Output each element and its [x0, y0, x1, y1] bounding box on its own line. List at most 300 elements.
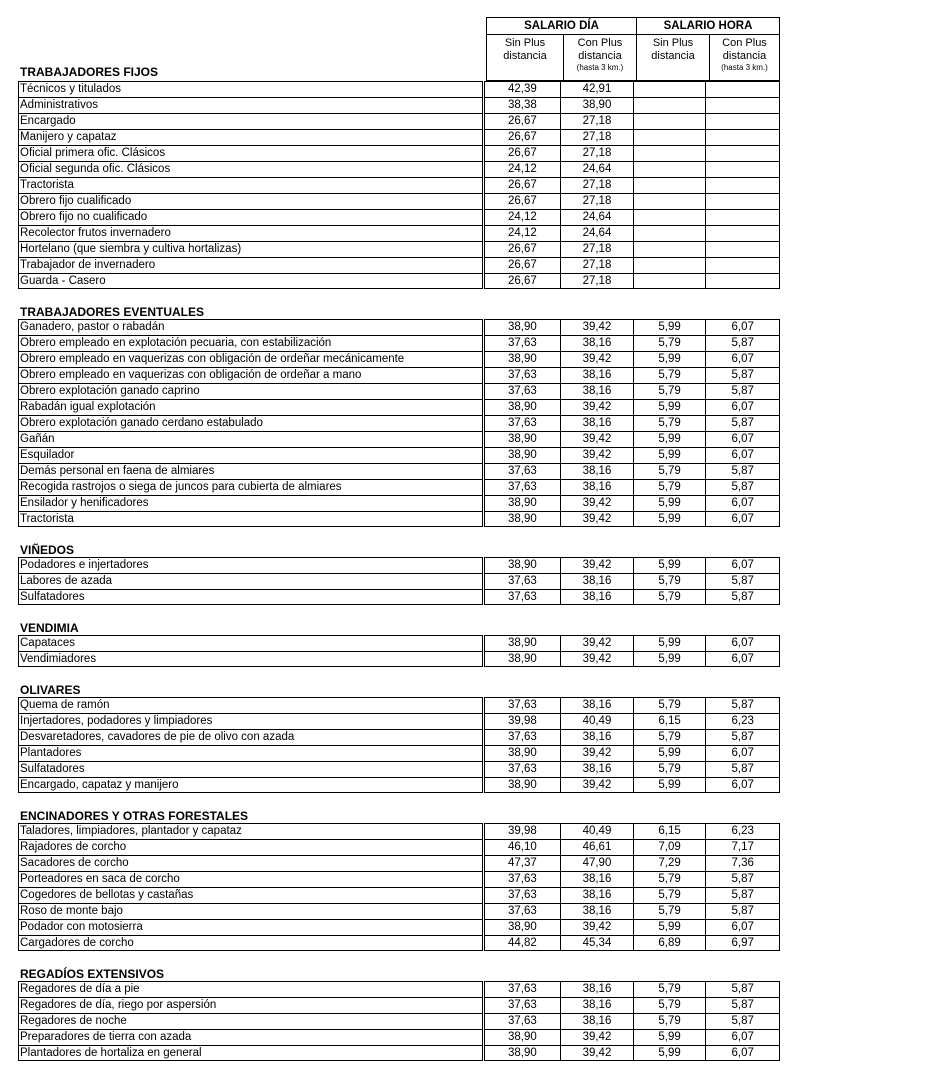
dia-con-plus-value: 38,16 [560, 697, 633, 713]
dia-con-plus-value: 27,18 [560, 273, 633, 289]
row-label: Sulfatadores [18, 761, 482, 777]
dia-sin-plus-value: 24,12 [484, 161, 561, 177]
dia-sin-plus-value: 37,63 [484, 589, 561, 605]
dia-con-plus-value: 27,18 [560, 257, 633, 273]
table-row [18, 367, 780, 383]
dia-sin-plus-value: 37,63 [484, 573, 561, 589]
row-label: Obrero explotación ganado cerdano estabulado [18, 415, 482, 431]
table-row [18, 1013, 780, 1029]
row-label: Sulfatadores [18, 589, 482, 605]
table-row [18, 335, 780, 351]
dia-sin-plus-value: 37,63 [484, 697, 561, 713]
dia-sin-plus-value: 42,39 [484, 81, 561, 97]
dia-con-plus-value: 39,42 [560, 495, 633, 511]
hora-con-plus-value: 6,07 [705, 1045, 780, 1061]
dia-con-plus-value: 39,42 [560, 635, 633, 651]
table-row [18, 145, 780, 161]
table-row [18, 573, 780, 589]
table-row [18, 113, 780, 129]
dia-sin-plus-value: 37,63 [484, 761, 561, 777]
hora-con-plus-value: 5,87 [705, 697, 780, 713]
dia-con-plus-value: 38,16 [560, 981, 633, 997]
hora-sin-plus-value: 6,15 [633, 713, 706, 729]
hora-con-plus-value: 6,07 [705, 745, 780, 761]
table-row [18, 903, 780, 919]
section-title: OLIVARES [20, 683, 81, 697]
row-label: Vendimiadores [18, 651, 482, 667]
table-row [18, 257, 780, 273]
dia-sin-plus-value: 37,63 [484, 479, 561, 495]
dia-con-plus-value: 38,16 [560, 589, 633, 605]
dia-sin-plus-value: 38,90 [484, 745, 561, 761]
hora-sin-plus-value: 5,99 [633, 651, 706, 667]
dia-sin-plus-value: 39,98 [484, 823, 561, 839]
hora-con-plus-value: 5,87 [705, 761, 780, 777]
row-label: Encargado, capataz y manijero [18, 777, 482, 793]
hora-con-plus-value: 5,87 [705, 463, 780, 479]
table-row [18, 777, 780, 793]
dia-sin-plus-value: 38,90 [484, 319, 561, 335]
dia-con-plus-header [563, 34, 637, 81]
hora-con-plus-value: 6,07 [705, 351, 780, 367]
hora-con-plus-value: 6,07 [705, 319, 780, 335]
dia-sin-plus-value: 39,98 [484, 713, 561, 729]
hora-con-plus-value: 6,07 [705, 651, 780, 667]
dia-sin-plus-value: 38,90 [484, 557, 561, 573]
hora-con-plus-value [705, 241, 780, 257]
dia-con-plus-value: 27,18 [560, 241, 633, 257]
hora-sin-plus-value [633, 129, 706, 145]
table-row [18, 919, 780, 935]
hora-con-plus-value [705, 113, 780, 129]
dia-con-plus-value: 38,16 [560, 367, 633, 383]
hora-sin-plus-value: 6,89 [633, 935, 706, 951]
dia-con-plus-value: 27,18 [560, 129, 633, 145]
dia-sin-plus-header [486, 34, 564, 81]
dia-con-plus-value: 42,91 [560, 81, 633, 97]
table-row [18, 273, 780, 289]
table-row [18, 1045, 780, 1061]
dia-con-plus-value: 39,42 [560, 745, 633, 761]
row-label: Plantadores [18, 745, 482, 761]
hora-con-plus-value: 7,36 [705, 855, 780, 871]
dia-sin-plus-value: 37,63 [484, 997, 561, 1013]
row-label: Labores de azada [18, 573, 482, 589]
hora-con-plus-value: 5,87 [705, 383, 780, 399]
hora-sin-plus-value [633, 97, 706, 113]
hora-sin-plus-header [636, 34, 710, 81]
dia-sin-plus-value: 26,67 [484, 113, 561, 129]
table-row [18, 935, 780, 951]
row-label: Ganadero, pastor o rabadán [18, 319, 482, 335]
hora-sin-plus-value: 5,79 [633, 463, 706, 479]
hora-con-plus-value: 5,87 [705, 367, 780, 383]
salario-dia-header: SALARIO DÍA [486, 17, 637, 35]
row-label: Recogida rastrojos o siega de juncos para cubierta de almiares [18, 479, 482, 495]
row-label: Trabajador de invernadero [18, 257, 482, 273]
dia-con-plus-value: 39,42 [560, 777, 633, 793]
dia-sin-plus-value: 38,90 [484, 447, 561, 463]
row-label: Obrero empleado en vaquerizas con obligación de ordeñar a mano [18, 367, 482, 383]
row-label: Podadores e injertadores [18, 557, 482, 573]
row-label: Regadores de noche [18, 1013, 482, 1029]
hora-con-plus-value: 5,87 [705, 573, 780, 589]
hora-sin-plus-value: 5,79 [633, 383, 706, 399]
hora-sin-plus-label: Sin Plus distancia [651, 37, 695, 62]
hora-sin-plus-value [633, 209, 706, 225]
hora-con-plus-value: 5,87 [705, 729, 780, 745]
dia-con-plus-value: 39,42 [560, 651, 633, 667]
hora-con-plus-value: 5,87 [705, 887, 780, 903]
hora-sin-plus-value: 5,99 [633, 447, 706, 463]
dia-sin-plus-value: 38,90 [484, 777, 561, 793]
row-label: Preparadores de tierra con azada [18, 1029, 482, 1045]
hora-sin-plus-value: 5,79 [633, 729, 706, 745]
dia-sin-plus-value: 38,90 [484, 919, 561, 935]
hora-sin-plus-value: 5,79 [633, 1013, 706, 1029]
table-row [18, 399, 780, 415]
hora-con-plus-value: 5,87 [705, 981, 780, 997]
row-label: Sacadores de corcho [18, 855, 482, 871]
dia-sin-plus-value: 38,90 [484, 635, 561, 651]
hora-con-plus-value: 6,07 [705, 919, 780, 935]
dia-con-plus-value: 38,16 [560, 415, 633, 431]
dia-sin-plus-value: 46,10 [484, 839, 561, 855]
dia-con-plus-value: 47,90 [560, 855, 633, 871]
salario-hora-header: SALARIO HORA [636, 17, 780, 35]
dia-con-plus-value: 38,16 [560, 903, 633, 919]
table-section [18, 81, 780, 289]
dia-con-plus-value: 27,18 [560, 145, 633, 161]
table-row [18, 713, 780, 729]
hora-con-plus-value: 6,07 [705, 635, 780, 651]
hora-sin-plus-value: 5,99 [633, 919, 706, 935]
row-label: Ensilador y henificadores [18, 495, 482, 511]
row-label: Demás personal en faena de almiares [18, 463, 482, 479]
table-body [18, 81, 780, 1061]
table-row [18, 209, 780, 225]
dia-con-plus-value: 27,18 [560, 193, 633, 209]
hora-con-plus-value [705, 177, 780, 193]
hora-con-plus-value [705, 81, 780, 97]
dia-sin-plus-value: 37,63 [484, 367, 561, 383]
hora-sin-plus-value: 7,09 [633, 839, 706, 855]
hora-sin-plus-value: 5,79 [633, 573, 706, 589]
hora-con-plus-value: 6,23 [705, 823, 780, 839]
table-row [18, 635, 780, 651]
row-label: Rabadán igual explotación [18, 399, 482, 415]
row-label: Gañán [18, 431, 482, 447]
hora-sin-plus-value: 5,99 [633, 1045, 706, 1061]
dia-sin-plus-value: 37,63 [484, 887, 561, 903]
hora-sin-plus-value [633, 81, 706, 97]
hora-con-plus-value: 6,97 [705, 935, 780, 951]
hora-sin-plus-value: 5,79 [633, 697, 706, 713]
dia-con-plus-value: 39,42 [560, 919, 633, 935]
dia-con-plus-value: 27,18 [560, 177, 633, 193]
hora-sin-plus-value: 5,99 [633, 351, 706, 367]
table-row [18, 823, 780, 839]
dia-con-plus-value: 39,42 [560, 447, 633, 463]
hora-con-plus-value: 6,07 [705, 557, 780, 573]
row-label: Oficial primera ofic. Clásicos [18, 145, 482, 161]
table-row [18, 479, 780, 495]
hora-con-plus-value: 5,87 [705, 415, 780, 431]
dia-con-plus-value: 39,42 [560, 1045, 633, 1061]
hora-sin-plus-value: 5,99 [633, 745, 706, 761]
table-row [18, 351, 780, 367]
hora-con-plus-value [705, 97, 780, 113]
hora-con-plus-value [705, 209, 780, 225]
hora-sin-plus-value: 5,79 [633, 997, 706, 1013]
hora-con-plus-value: 5,87 [705, 589, 780, 605]
row-label: Tractorista [18, 511, 482, 527]
table-row [18, 557, 780, 573]
table-row [18, 511, 780, 527]
hora-sin-plus-value [633, 193, 706, 209]
hora-con-plus-value: 6,07 [705, 511, 780, 527]
hora-con-plus-value [705, 257, 780, 273]
hora-sin-plus-value: 5,79 [633, 871, 706, 887]
row-label: Hortelano (que siembra y cultiva hortalizas) [18, 241, 482, 257]
table-row [18, 589, 780, 605]
dia-sin-plus-value: 26,67 [484, 145, 561, 161]
row-label: Tractorista [18, 177, 482, 193]
hora-sin-plus-value: 5,79 [633, 887, 706, 903]
dia-con-plus-value: 39,42 [560, 1029, 633, 1045]
dia-sin-plus-value: 37,63 [484, 903, 561, 919]
dia-con-plus-value: 24,64 [560, 225, 633, 241]
row-label: Roso de monte bajo [18, 903, 482, 919]
dia-sin-plus-value: 38,90 [484, 399, 561, 415]
dia-sin-plus-value: 37,63 [484, 729, 561, 745]
row-label: Desvaretadores, cavadores de pie de olivo con azada [18, 729, 482, 745]
hora-sin-plus-value [633, 177, 706, 193]
table-section [18, 305, 780, 527]
dia-sin-plus-value: 38,38 [484, 97, 561, 113]
dia-sin-plus-value: 26,67 [484, 129, 561, 145]
dia-con-plus-value: 39,42 [560, 399, 633, 415]
table-row [18, 871, 780, 887]
hora-sin-plus-value: 5,79 [633, 761, 706, 777]
row-label: Esquilador [18, 447, 482, 463]
row-label: Manijero y capataz [18, 129, 482, 145]
table-row [18, 383, 780, 399]
hora-con-plus-header [709, 34, 780, 81]
hora-sin-plus-value: 5,99 [633, 495, 706, 511]
dia-con-plus-value: 39,42 [560, 557, 633, 573]
hora-sin-plus-value [633, 161, 706, 177]
table-row [18, 241, 780, 257]
row-label: Podador con motosierra [18, 919, 482, 935]
dia-sin-plus-value: 24,12 [484, 225, 561, 241]
dia-sin-plus-value: 37,63 [484, 383, 561, 399]
table-row [18, 855, 780, 871]
hora-con-plus-value: 5,87 [705, 335, 780, 351]
table-row [18, 225, 780, 241]
dia-sin-plus-value: 37,63 [484, 871, 561, 887]
hora-con-plus-value [705, 129, 780, 145]
section-title: VENDIMIA [20, 621, 79, 635]
section-title: VIÑEDOS [20, 543, 75, 557]
dia-sin-plus-value: 38,90 [484, 351, 561, 367]
dia-sin-plus-value: 37,63 [484, 415, 561, 431]
dia-con-plus-value: 38,16 [560, 463, 633, 479]
table-row [18, 81, 780, 97]
dia-con-plus-value: 46,61 [560, 839, 633, 855]
hora-con-plus-value: 6,07 [705, 777, 780, 793]
dia-con-plus-value: 38,16 [560, 383, 633, 399]
hora-con-plus-value: 5,87 [705, 479, 780, 495]
row-label: Obrero empleado en explotación pecuaria, con estabilización [18, 335, 482, 351]
dia-con-plus-value: 40,49 [560, 823, 633, 839]
table-row [18, 129, 780, 145]
salary-table-document [18, 17, 780, 1061]
dia-sin-plus-value: 37,63 [484, 981, 561, 997]
table-row [18, 887, 780, 903]
hora-con-plus-value: 6,07 [705, 447, 780, 463]
row-label: Cargadores de corcho [18, 935, 482, 951]
table-section [18, 809, 780, 951]
hora-sin-plus-value: 5,99 [633, 399, 706, 415]
hora-con-plus-value: 6,07 [705, 399, 780, 415]
dia-con-plus-value: 39,42 [560, 351, 633, 367]
row-label: Guarda - Casero [18, 273, 482, 289]
row-label: Taladores, limpiadores, plantador y capataz [18, 823, 482, 839]
section-title: TRABAJADORES FIJOS [20, 65, 159, 79]
hora-con-plus-value: 5,87 [705, 1013, 780, 1029]
hora-con-plus-value: 6,23 [705, 713, 780, 729]
row-label: Obrero explotación ganado caprino [18, 383, 482, 399]
dia-sin-plus-value: 26,67 [484, 193, 561, 209]
table-row [18, 729, 780, 745]
dia-sin-plus-value: 37,63 [484, 335, 561, 351]
dia-con-plus-value: 38,90 [560, 97, 633, 113]
dia-con-plus-value: 39,42 [560, 431, 633, 447]
table-section [18, 683, 780, 793]
dia-sin-plus-label: Sin Plus distancia [503, 37, 547, 62]
hora-sin-plus-value [633, 257, 706, 273]
hora-sin-plus-value: 5,79 [633, 415, 706, 431]
dia-sin-plus-value: 26,67 [484, 177, 561, 193]
hora-con-plus-note: (hasta 3 km.) [721, 63, 768, 72]
dia-con-plus-label: Con Plus distancia [577, 37, 623, 62]
dia-sin-plus-value: 37,63 [484, 463, 561, 479]
hora-con-plus-value [705, 273, 780, 289]
table-section [18, 967, 780, 1061]
hora-con-plus-value: 6,07 [705, 495, 780, 511]
hora-con-plus-value [705, 193, 780, 209]
hora-sin-plus-value: 5,99 [633, 557, 706, 573]
row-label: Cogedores de bellotas y castañas [18, 887, 482, 903]
hora-sin-plus-value: 5,79 [633, 589, 706, 605]
table-row [18, 415, 780, 431]
table-row [18, 697, 780, 713]
hora-sin-plus-value: 5,99 [633, 431, 706, 447]
hora-con-plus-label: Con Plus distancia [722, 37, 767, 62]
dia-con-plus-value: 24,64 [560, 161, 633, 177]
dia-con-plus-value: 38,16 [560, 761, 633, 777]
hora-sin-plus-value: 5,79 [633, 903, 706, 919]
table-row [18, 745, 780, 761]
dia-sin-plus-value: 38,90 [484, 511, 561, 527]
dia-sin-plus-value: 38,90 [484, 1029, 561, 1045]
hora-sin-plus-value: 5,99 [633, 511, 706, 527]
row-label: Técnicos y titulados [18, 81, 482, 97]
hora-sin-plus-value: 5,99 [633, 319, 706, 335]
dia-sin-plus-value: 26,67 [484, 241, 561, 257]
hora-sin-plus-value: 5,99 [633, 635, 706, 651]
section-title: REGADÍOS EXTENSIVOS [20, 967, 165, 981]
table-row [18, 1029, 780, 1045]
hora-con-plus-value [705, 145, 780, 161]
dia-con-plus-value: 40,49 [560, 713, 633, 729]
dia-sin-plus-value: 47,37 [484, 855, 561, 871]
hora-con-plus-value: 7,17 [705, 839, 780, 855]
table-row [18, 651, 780, 667]
hora-con-plus-value [705, 161, 780, 177]
dia-con-plus-note: (hasta 3 km.) [576, 63, 624, 72]
hora-sin-plus-value: 5,79 [633, 479, 706, 495]
hora-sin-plus-value: 7,29 [633, 855, 706, 871]
dia-con-plus-value: 38,16 [560, 887, 633, 903]
hora-con-plus-value: 5,87 [705, 997, 780, 1013]
table-row [18, 761, 780, 777]
row-label: Regadores de día a pie [18, 981, 482, 997]
hora-con-plus-value: 6,07 [705, 431, 780, 447]
table-section [18, 621, 780, 667]
hora-sin-plus-value [633, 273, 706, 289]
dia-con-plus-value: 38,16 [560, 479, 633, 495]
table-section [18, 543, 780, 605]
table-row [18, 981, 780, 997]
table-row [18, 463, 780, 479]
table-row [18, 97, 780, 113]
table-header [18, 17, 780, 81]
table-row [18, 839, 780, 855]
row-label: Porteadores en saca de corcho [18, 871, 482, 887]
dia-con-plus-value: 39,42 [560, 319, 633, 335]
dia-con-plus-value: 38,16 [560, 573, 633, 589]
table-row [18, 193, 780, 209]
dia-con-plus-value: 39,42 [560, 511, 633, 527]
hora-sin-plus-value: 5,99 [633, 1029, 706, 1045]
hora-sin-plus-value: 5,79 [633, 367, 706, 383]
row-label: Regadores de día, riego por aspersión [18, 997, 482, 1013]
dia-sin-plus-value: 26,67 [484, 273, 561, 289]
dia-sin-plus-value: 44,82 [484, 935, 561, 951]
row-label: Rajadores de corcho [18, 839, 482, 855]
hora-sin-plus-value [633, 225, 706, 241]
table-row [18, 177, 780, 193]
table-row [18, 495, 780, 511]
hora-sin-plus-value: 6,15 [633, 823, 706, 839]
dia-con-plus-value: 38,16 [560, 729, 633, 745]
dia-sin-plus-value: 37,63 [484, 1013, 561, 1029]
table-row [18, 447, 780, 463]
row-label: Plantadores de hortaliza en general [18, 1045, 482, 1061]
row-label: Obrero fijo cualificado [18, 193, 482, 209]
table-row [18, 319, 780, 335]
table-row [18, 161, 780, 177]
row-label: Obrero empleado en vaquerizas con obligación de ordeñar mecánicamente [18, 351, 482, 367]
dia-con-plus-value: 24,64 [560, 209, 633, 225]
row-label: Capataces [18, 635, 482, 651]
dia-con-plus-value: 38,16 [560, 1013, 633, 1029]
hora-con-plus-value [705, 225, 780, 241]
hora-con-plus-value: 6,07 [705, 1029, 780, 1045]
table-row [18, 431, 780, 447]
